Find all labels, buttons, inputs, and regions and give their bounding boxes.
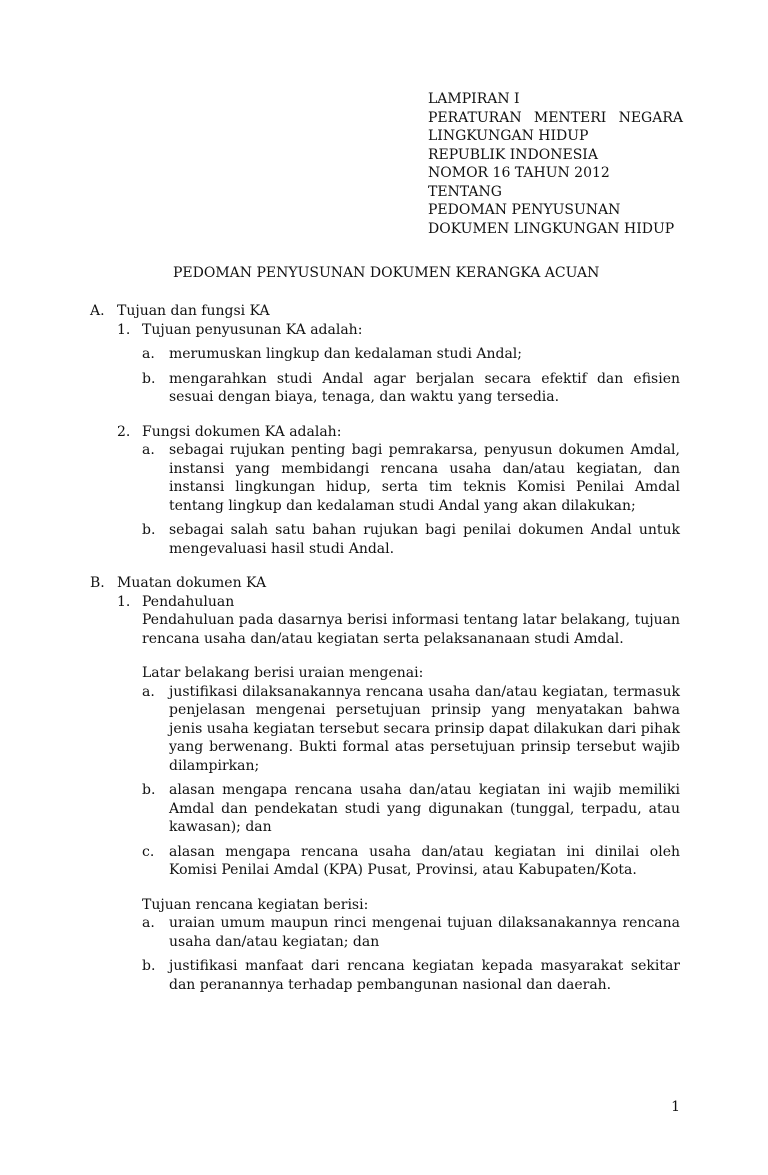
section-b-item-1-heading [117, 593, 680, 612]
item-marker: 2. [117, 423, 131, 440]
list-item [142, 683, 680, 776]
item-title: Pendahuluan [142, 593, 235, 610]
section-title: Tujuan dan fungsi KA [117, 303, 270, 319]
list-text: uraian umum maupun rinci mengenai tujuan dilaksanakannya rencana usaha dan/atau kegiatan; dan [169, 915, 680, 950]
list [142, 683, 680, 880]
section-a-item-1-heading [117, 321, 680, 340]
list-text: merumuskan lingkup dan kedalaman studi Andal; [169, 346, 523, 362]
list-text: mengarahkan studi Andal agar berjalan secara efektif dan efisien sesuai dengan biaya, tenaga, dan waktu yang tersedia. [169, 370, 680, 405]
list [142, 345, 680, 407]
list [142, 914, 680, 994]
list-marker: a. [142, 915, 155, 931]
list-marker: b. [142, 370, 156, 387]
header-line: PEDOMAN PENYUSUNAN [428, 202, 621, 218]
section-a-heading [90, 302, 680, 321]
list-text: justifikasi manfaat dari rencana kegiatan kepada masyarakat sekitar dan peranannya terhadap pembangunan nasional dan daerah. [169, 958, 680, 993]
intro-paragraph: Pendahuluan pada dasarnya berisi informasi tentang latar belakang, tujuan rencana usaha dan/atau kegiatan serta pelaksananaan studi Amdal. [142, 612, 680, 647]
list-marker: b. [142, 958, 156, 974]
section-title: Muatan dokumen KA [117, 575, 267, 591]
list-text: alasan mengapa rencana usaha dan/atau kegiatan ini dinilai oleh Komisi Penilai Amdal (KPA) Pusat, Provinsi, atau Kabupaten/Kota. [169, 843, 680, 878]
list-marker: a. [142, 442, 155, 458]
list-text: justifikasi dilaksanakannya rencana usaha dan/atau kegiatan, termasuk penjelasan mengenai persetujuan prinsip yang menyatakan bahwa jenis usaha kegiatan tersebut secara prinsip dapat dilakukan dari pihak yang berwenang. Bukti formal atas persetujuan prinsip tersebut wajib dilampirkan; [169, 683, 680, 774]
list-text: sebagai rujukan penting bagi pemrakarsa, penyusun dokumen Amdal, instansi yang membidangi rencana usaha dan/atau kegiatan, dan instansi lingkungan hidup, serta tim teknis Komisi Penilai Amdal tentang lingkup dan kedalaman studi Andal yang akan dilakukan; [169, 442, 680, 514]
header-line: PERATURAN MENTERI NEGARA [428, 109, 683, 126]
header-line: LINGKUNGAN HIDUP [428, 128, 589, 144]
item-marker: 1. [117, 321, 131, 338]
list-marker: b. [142, 522, 156, 538]
section-b-heading [90, 574, 680, 593]
list-item [142, 441, 680, 515]
list-item [142, 370, 680, 407]
list-marker: c. [142, 843, 155, 860]
list [142, 441, 680, 558]
header-line: DOKUMEN LINGKUNGAN HIDUP [428, 220, 675, 237]
section-marker: A. [90, 303, 105, 319]
tujuan-heading: Tujuan rencana kegiatan berisi: [142, 896, 369, 913]
header-line: LAMPIRAN I [428, 91, 520, 107]
item-title: Tujuan penyusunan KA adalah: [142, 321, 363, 338]
header-line: TENTANG [428, 183, 502, 200]
header-line: NOMOR 16 TAHUN 2012 [428, 165, 610, 181]
list-text: alasan mengapa rencana usaha dan/atau kegiatan ini wajib memiliki Amdal dan pendekatan studi yang digunakan (tunggal, terpadu, atau kawasan); dan [169, 782, 680, 835]
latar-heading: Latar belakang berisi uraian mengenai: [142, 665, 424, 681]
section-marker: B. [90, 575, 105, 591]
list-item [142, 781, 680, 837]
document-body [90, 302, 680, 994]
list-item [142, 914, 680, 951]
list-item [142, 521, 680, 558]
list-item [142, 345, 680, 364]
list-item [142, 843, 680, 880]
list-marker: b. [142, 782, 156, 798]
section-a-item-2-heading [117, 423, 680, 442]
document-title: PEDOMAN PENYUSUNAN DOKUMEN KERANGKA ACUAN [173, 265, 600, 281]
list-marker: a. [142, 683, 155, 700]
page-number: 1 [671, 1099, 680, 1115]
header-line: REPUBLIK INDONESIA [428, 146, 598, 163]
list-text: sebagai salah satu bahan rujukan bagi penilai dokumen Andal untuk mengevaluasi hasil studi Andal. [169, 522, 680, 557]
attachment-header [428, 90, 683, 238]
item-title: Fungsi dokumen KA adalah: [142, 423, 342, 440]
list-marker: a. [142, 346, 155, 362]
list-item [142, 957, 680, 994]
item-marker: 1. [117, 593, 131, 610]
